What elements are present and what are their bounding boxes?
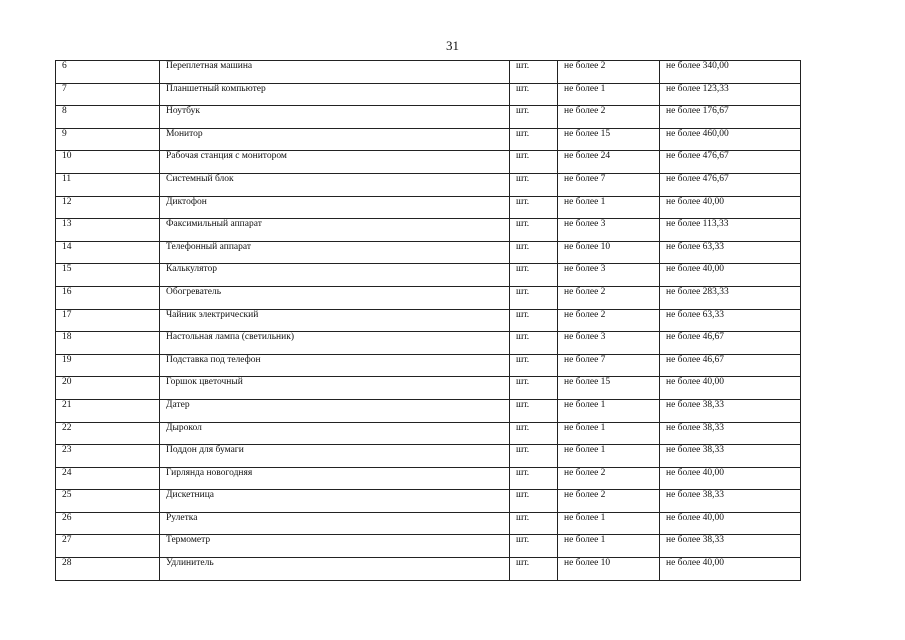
items-table-body xyxy=(56,61,801,581)
quantity-cell: не более 1 xyxy=(558,83,660,106)
row-number-cell: 24 xyxy=(56,467,160,490)
quantity-cell: не более 2 xyxy=(558,490,660,513)
item-name-cell: Подставка под телефон xyxy=(160,354,510,377)
items-table xyxy=(55,60,801,581)
unit-cell: шт. xyxy=(510,490,558,513)
row-number-cell: 11 xyxy=(56,173,160,196)
unit-cell: шт. xyxy=(510,106,558,129)
row-number-cell: 8 xyxy=(56,106,160,129)
price-cell: не более 46,67 xyxy=(660,354,801,377)
unit-cell: шт. xyxy=(510,445,558,468)
unit-cell: шт. xyxy=(510,558,558,581)
quantity-cell: не более 3 xyxy=(558,219,660,242)
table-row xyxy=(56,106,801,129)
page-number: 31 xyxy=(446,38,459,53)
item-name-cell: Рулетка xyxy=(160,512,510,535)
quantity-cell: не более 2 xyxy=(558,106,660,129)
price-cell: не более 38,33 xyxy=(660,399,801,422)
row-number-cell: 9 xyxy=(56,128,160,151)
row-number-cell: 12 xyxy=(56,196,160,219)
quantity-cell: не более 1 xyxy=(558,422,660,445)
row-number-cell: 28 xyxy=(56,558,160,581)
item-name-cell: Дырокол xyxy=(160,422,510,445)
price-cell: не более 40,00 xyxy=(660,377,801,400)
table-row xyxy=(56,535,801,558)
item-name-cell: Системный блок xyxy=(160,173,510,196)
table-row xyxy=(56,241,801,264)
price-cell: не более 176,67 xyxy=(660,106,801,129)
quantity-cell: не более 1 xyxy=(558,445,660,468)
row-number-cell: 21 xyxy=(56,399,160,422)
price-cell: не более 38,33 xyxy=(660,445,801,468)
unit-cell: шт. xyxy=(510,128,558,151)
price-cell: не более 113,33 xyxy=(660,219,801,242)
price-cell: не более 63,33 xyxy=(660,241,801,264)
quantity-cell: не более 3 xyxy=(558,264,660,287)
quantity-cell: не более 7 xyxy=(558,173,660,196)
item-name-cell: Факсимильный аппарат xyxy=(160,219,510,242)
table-row xyxy=(56,332,801,355)
quantity-cell: не более 2 xyxy=(558,286,660,309)
row-number-cell: 10 xyxy=(56,151,160,174)
item-name-cell: Обогреватель xyxy=(160,286,510,309)
unit-cell: шт. xyxy=(510,219,558,242)
unit-cell: шт. xyxy=(510,264,558,287)
item-name-cell: Гирлянда новогодняя xyxy=(160,467,510,490)
table-row xyxy=(56,286,801,309)
item-name-cell: Диктофон xyxy=(160,196,510,219)
row-number-cell: 27 xyxy=(56,535,160,558)
unit-cell: шт. xyxy=(510,151,558,174)
row-number-cell: 26 xyxy=(56,512,160,535)
item-name-cell: Термометр xyxy=(160,535,510,558)
item-name-cell: Удлинитель xyxy=(160,558,510,581)
table-row xyxy=(56,354,801,377)
item-name-cell: Рабочая станция с монитором xyxy=(160,151,510,174)
price-cell: не более 40,00 xyxy=(660,558,801,581)
item-name-cell: Настольная лампа (светильник) xyxy=(160,332,510,355)
row-number-cell: 7 xyxy=(56,83,160,106)
table-row xyxy=(56,399,801,422)
price-cell: не более 283,33 xyxy=(660,286,801,309)
quantity-cell: не более 1 xyxy=(558,535,660,558)
quantity-cell: не более 2 xyxy=(558,309,660,332)
row-number-cell: 15 xyxy=(56,264,160,287)
unit-cell: шт. xyxy=(510,354,558,377)
quantity-cell: не более 2 xyxy=(558,61,660,84)
table-row xyxy=(56,445,801,468)
row-number-cell: 14 xyxy=(56,241,160,264)
table-row xyxy=(56,196,801,219)
table-row xyxy=(56,151,801,174)
price-cell: не более 63,33 xyxy=(660,309,801,332)
quantity-cell: не более 2 xyxy=(558,467,660,490)
price-cell: не более 460,00 xyxy=(660,128,801,151)
row-number-cell: 19 xyxy=(56,354,160,377)
price-cell: не более 40,00 xyxy=(660,512,801,535)
unit-cell: шт. xyxy=(510,332,558,355)
item-name-cell: Поддон для бумаги xyxy=(160,445,510,468)
table-row xyxy=(56,128,801,151)
item-name-cell: Телефонный аппарат xyxy=(160,241,510,264)
unit-cell: шт. xyxy=(510,61,558,84)
row-number-cell: 18 xyxy=(56,332,160,355)
price-cell: не более 40,00 xyxy=(660,196,801,219)
quantity-cell: не более 24 xyxy=(558,151,660,174)
unit-cell: шт. xyxy=(510,535,558,558)
quantity-cell: не более 10 xyxy=(558,558,660,581)
quantity-cell: не более 1 xyxy=(558,196,660,219)
quantity-cell: не более 7 xyxy=(558,354,660,377)
quantity-cell: не более 1 xyxy=(558,512,660,535)
table-row xyxy=(56,264,801,287)
table-row xyxy=(56,61,801,84)
table-row xyxy=(56,173,801,196)
quantity-cell: не более 10 xyxy=(558,241,660,264)
quantity-cell: не более 3 xyxy=(558,332,660,355)
item-name-cell: Датер xyxy=(160,399,510,422)
table-row xyxy=(56,490,801,513)
unit-cell: шт. xyxy=(510,241,558,264)
item-name-cell: Монитор xyxy=(160,128,510,151)
unit-cell: шт. xyxy=(510,196,558,219)
item-name-cell: Планшетный компьютер xyxy=(160,83,510,106)
quantity-cell: не более 1 xyxy=(558,399,660,422)
table-row xyxy=(56,309,801,332)
item-name-cell: Горшок цветочный xyxy=(160,377,510,400)
price-cell: не более 40,00 xyxy=(660,467,801,490)
unit-cell: шт. xyxy=(510,467,558,490)
unit-cell: шт. xyxy=(510,422,558,445)
price-cell: не более 476,67 xyxy=(660,151,801,174)
table-row xyxy=(56,467,801,490)
table-row xyxy=(56,83,801,106)
unit-cell: шт. xyxy=(510,83,558,106)
price-cell: не более 40,00 xyxy=(660,264,801,287)
row-number-cell: 17 xyxy=(56,309,160,332)
row-number-cell: 23 xyxy=(56,445,160,468)
row-number-cell: 13 xyxy=(56,219,160,242)
unit-cell: шт. xyxy=(510,512,558,535)
unit-cell: шт. xyxy=(510,377,558,400)
price-cell: не более 38,33 xyxy=(660,535,801,558)
row-number-cell: 20 xyxy=(56,377,160,400)
price-cell: не более 476,67 xyxy=(660,173,801,196)
unit-cell: шт. xyxy=(510,309,558,332)
table-row xyxy=(56,377,801,400)
item-name-cell: Калькулятор xyxy=(160,264,510,287)
table-row xyxy=(56,422,801,445)
table-row xyxy=(56,558,801,581)
unit-cell: шт. xyxy=(510,286,558,309)
table-row xyxy=(56,219,801,242)
item-name-cell: Дискетница xyxy=(160,490,510,513)
quantity-cell: не более 15 xyxy=(558,128,660,151)
quantity-cell: не более 15 xyxy=(558,377,660,400)
item-name-cell: Чайник электрический xyxy=(160,309,510,332)
price-cell: не более 123,33 xyxy=(660,83,801,106)
row-number-cell: 22 xyxy=(56,422,160,445)
row-number-cell: 6 xyxy=(56,61,160,84)
unit-cell: шт. xyxy=(510,173,558,196)
price-cell: не более 38,33 xyxy=(660,490,801,513)
item-name-cell: Ноутбук xyxy=(160,106,510,129)
price-cell: не более 340,00 xyxy=(660,61,801,84)
row-number-cell: 25 xyxy=(56,490,160,513)
table-row xyxy=(56,512,801,535)
unit-cell: шт. xyxy=(510,399,558,422)
price-cell: не более 46,67 xyxy=(660,332,801,355)
price-cell: не более 38,33 xyxy=(660,422,801,445)
row-number-cell: 16 xyxy=(56,286,160,309)
item-name-cell: Переплетная машина xyxy=(160,61,510,84)
